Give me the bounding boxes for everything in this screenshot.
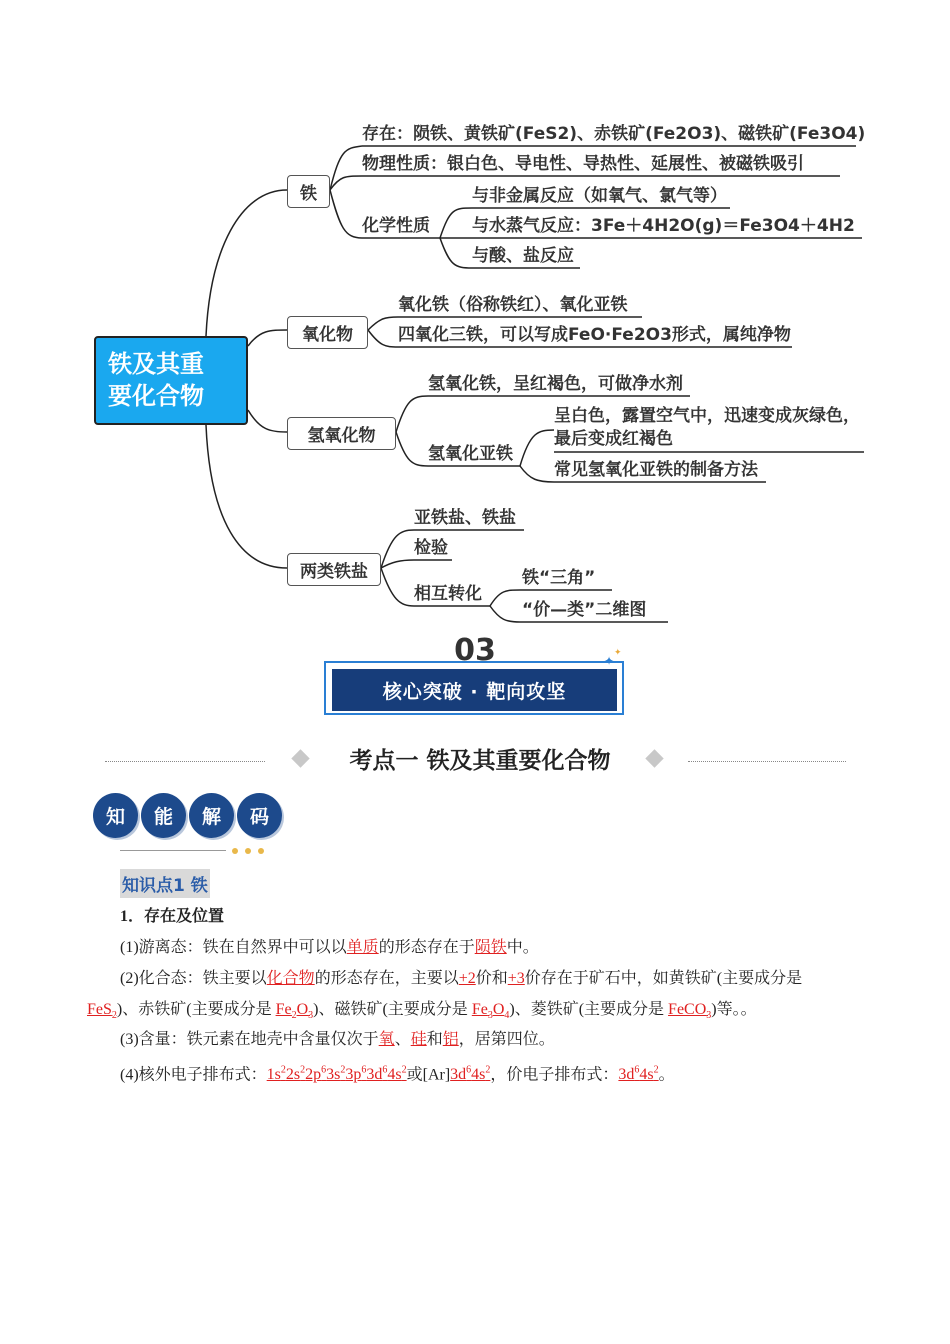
badge-neng: 能 (141, 793, 186, 838)
badge-zhi: 知 (93, 793, 138, 838)
diamond-right-icon (645, 749, 663, 767)
badge-jie: 解 (189, 793, 234, 838)
sparkle-icon: ✦ (604, 654, 615, 668)
oxide-item-2: 四氧化三铁，可以写成FeO·Fe2O3形式，属纯净物 (398, 325, 791, 345)
diamond-left-icon (291, 749, 309, 767)
root-line-2: 要化合物 (108, 382, 204, 410)
hydroxide-sub-2: 常见氢氧化亚铁的制备方法 (554, 460, 758, 480)
section-banner: 核心突破 · 靶向攻坚 (332, 669, 617, 711)
para-combined-state-line2: FeS$_2$)、赤铁矿(主要成分是 $Fe_2O_3$)、磁铁矿(主要成分是 $Fe_3O_4$)、菱铁矿(主要成分是 FeCO$_3$)等。。 (87, 1001, 757, 1022)
salts-item-1: 亚铁盐、铁盐 (414, 508, 516, 528)
dot-icon (245, 848, 251, 854)
topic-divider-left (105, 761, 265, 762)
mindmap-root (94, 336, 248, 425)
chem-item-3: 与酸、盐反应 (472, 246, 574, 266)
iron-chemical: 化学性质 (362, 216, 430, 236)
salts-item-2: 检验 (414, 538, 448, 558)
knowledge-point-title: 知识点1 铁 (120, 869, 210, 898)
para-free-state: (1)游离态：铁在自然界中可以以单质的形态存在于陨铁中。 (120, 939, 539, 956)
root-line-1: 铁及其重 (108, 350, 204, 378)
node-hydroxide: 氢氧化物 (287, 417, 396, 450)
badge-underline (120, 850, 226, 851)
para-combined-state-line1: (2)化合态：铁主要以化合物的形态存在，主要以+2价和+3价存在于矿石中，如黄铁矿(主要成分是 (120, 970, 803, 987)
hydroxide-item-1: 氢氧化铁，呈红褐色，可做净水剂 (428, 374, 683, 394)
sparkle-small-icon: ✦ (614, 648, 622, 658)
salts-sub-1: 铁“三角” (522, 568, 596, 588)
chem-item-1: 与非金属反应（如氧气、氯气等） (472, 186, 727, 206)
topic-title: 考点一 铁及其重要化合物 (349, 748, 611, 774)
node-oxide: 氧化物 (287, 316, 368, 349)
node-iron: 铁 (287, 175, 330, 208)
iron-physical: 物理性质：银白色、导电性、导热性、延展性、被磁铁吸引 (362, 154, 804, 174)
para-content: (3)含量：铁元素在地壳中含量仅次于氧、硅和铝，居第四位。 (120, 1031, 555, 1048)
iron-exist: 存在：陨铁、黄铁矿(FeS2)、赤铁矿(Fe2O3)、磁铁矿(Fe3O4) (362, 124, 866, 144)
salts-item-3: 相互转化 (414, 584, 482, 604)
hydroxide-sub-1a: 呈白色，露置空气中，迅速变成灰绿色， (554, 406, 860, 426)
heading-existence: 1．存在及位置 (120, 908, 225, 925)
hydroxide-sub-1b: 最后变成红褐色 (554, 429, 673, 449)
topic-divider-right (688, 761, 846, 762)
dot-icon (258, 848, 264, 854)
para-electron-config: (4)核外电子排布式：$1s^22s^22p^63s^23p^63d^64s^2$或$[Ar]3d^64s^2$，价电子排布式：$3d^64s^2$。 (120, 1065, 675, 1084)
badge-ma: 码 (237, 793, 282, 838)
mindmap-lines (0, 0, 950, 640)
node-salts: 两类铁盐 (287, 553, 381, 586)
hydroxide-item-2: 氢氧化亚铁 (428, 444, 513, 464)
dot-icon (232, 848, 238, 854)
chem-item-2: 与水蒸气反应：3Fe＋4H2O(g)＝Fe3O4＋4H2 (472, 216, 855, 236)
salts-sub-2: “价—类”二维图 (522, 600, 647, 620)
section-number: 03 (454, 633, 496, 668)
oxide-item-1: 氧化铁（俗称铁红）、氧化亚铁 (398, 295, 628, 315)
